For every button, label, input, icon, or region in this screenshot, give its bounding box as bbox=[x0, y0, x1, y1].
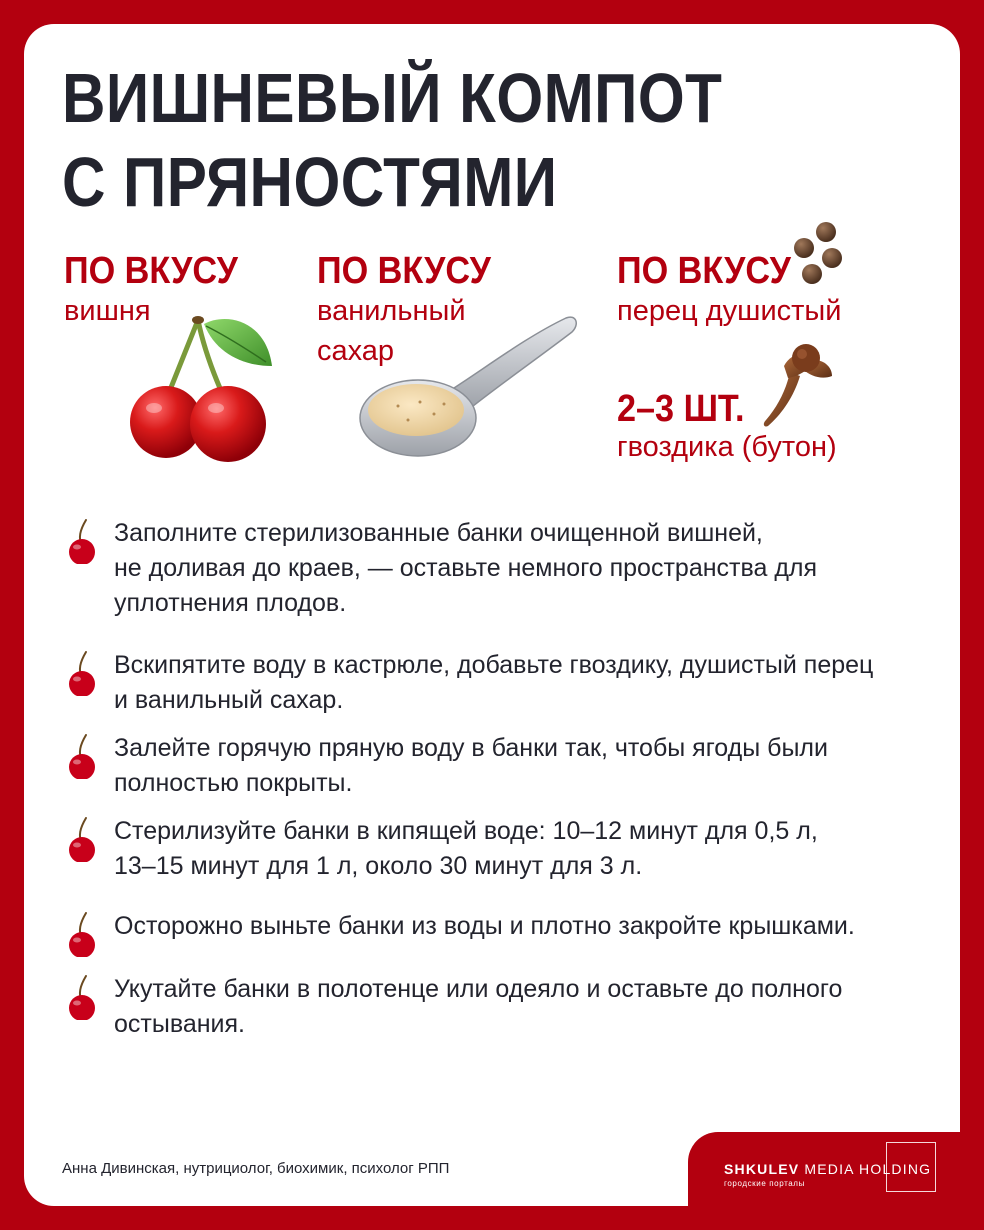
cherry-bullet-icon bbox=[64, 731, 104, 779]
brand-frame-icon bbox=[886, 1142, 936, 1192]
step-text: Укутайте банки в полотенце или одеяло и оставьте до полного остывания. bbox=[114, 975, 843, 1038]
cherry-bullet-icon bbox=[64, 516, 104, 564]
step-text: Заполните стерилизованные банки очищенной вишней, не доливая до краев, — оставьте немного пространства для уплотнения плодов. bbox=[114, 519, 818, 617]
cherry-bullet-icon bbox=[64, 648, 104, 696]
ingredient-name-vanilla-line-2: сахар bbox=[317, 335, 395, 367]
ingredient-amount-vanilla: ПО ВКУСУ bbox=[317, 250, 491, 292]
step-text: Стерилизуйте банки в кипящей воде: 10–12 минут для 0,5 л, 13–15 минут для 1 л, около 30 минут для 3 л. bbox=[114, 817, 818, 880]
page-title bbox=[62, 56, 767, 224]
cherry-bullet-icon bbox=[64, 972, 104, 1020]
step-text: Осторожно выньте банки из воды и плотно закройте крышками. bbox=[114, 912, 855, 940]
cherry-icon bbox=[126, 310, 276, 466]
ingredient-name-vanilla-line-1: ванильный bbox=[317, 295, 466, 327]
title-line-1: ВИШНЕВЫЙ КОМПОТ bbox=[62, 59, 723, 137]
allspice-icon bbox=[790, 220, 846, 286]
ingredient-name-allspice: перец душистый bbox=[617, 295, 842, 327]
cherry-bullet-icon bbox=[64, 814, 104, 862]
title-line-2: С ПРЯНОСТЯМИ bbox=[62, 143, 558, 221]
brand-logo: SHKULEV MEDIA HOLDING bbox=[724, 1161, 932, 1177]
ingredient-amount-cherry: ПО ВКУСУ bbox=[64, 250, 238, 292]
spoon-sugar-icon bbox=[358, 306, 580, 462]
brand-subtitle: городские порталы bbox=[724, 1179, 805, 1188]
ingredient-name-cherry: вишня bbox=[64, 295, 151, 327]
step-text: Вскипятите воду в кастрюле, добавьте гвоздику, душистый перец и ванильный сахар. bbox=[114, 651, 874, 714]
ingredient-amount-clove: 2–3 ШТ. bbox=[617, 388, 745, 430]
brand-block bbox=[688, 1132, 984, 1230]
cherry-bullet-icon bbox=[64, 909, 104, 957]
ingredient-name-clove: гвоздика (бутон) bbox=[617, 431, 837, 463]
ingredient-amount-allspice: ПО ВКУСУ bbox=[617, 250, 791, 292]
step-text: Залейте горячую пряную воду в банки так, чтобы ягоды были полностью покрыты. bbox=[114, 734, 828, 797]
clove-icon bbox=[760, 336, 838, 432]
author-credit: Анна Дивинская, нутрициолог, биохимик, психолог РПП bbox=[62, 1160, 450, 1177]
